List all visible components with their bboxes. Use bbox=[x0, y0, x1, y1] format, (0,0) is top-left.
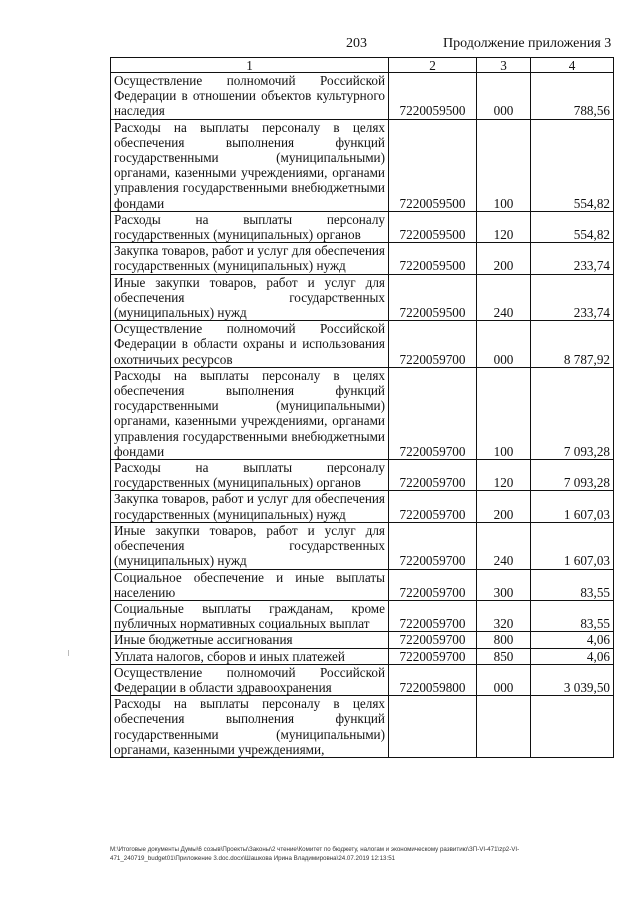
expense-name: Расходы на выплаты персоналу в целях обеспечения выполнения функций государственными (муниципальными) органами, казенными учреждениями, органами управления государственными внебюджетными фондами bbox=[111, 119, 389, 211]
amount: 7 093,28 bbox=[531, 367, 614, 459]
page-number: 203 bbox=[346, 36, 367, 51]
target-article-code: 7220059500 bbox=[389, 274, 477, 321]
expense-type-code: 300 bbox=[477, 569, 531, 600]
expense-type-code bbox=[477, 696, 531, 758]
amount: 1 607,03 bbox=[531, 491, 614, 522]
amount: 788,56 bbox=[531, 73, 614, 120]
expense-name: Расходы на выплаты персоналу государственных (муниципальных) органов bbox=[111, 460, 389, 491]
expense-type-code: 000 bbox=[477, 321, 531, 368]
table-row bbox=[111, 73, 614, 120]
column-header-1: 1 bbox=[111, 58, 389, 73]
amount: 554,82 bbox=[531, 119, 614, 211]
table-row bbox=[111, 367, 614, 459]
target-article-code: 7220059700 bbox=[389, 648, 477, 664]
target-article-code: 7220059700 bbox=[389, 569, 477, 600]
amount: 4,06 bbox=[531, 648, 614, 664]
expense-name: Осуществление полномочий Российской Федерации в отношении объектов культурного наследия bbox=[111, 73, 389, 120]
expense-name: Уплата налогов, сборов и иных платежей bbox=[111, 648, 389, 664]
table-row bbox=[111, 696, 614, 758]
expense-name: Расходы на выплаты персоналу в целях обеспечения выполнения функций государственными (муниципальными) органами, казенными учреждениями, bbox=[111, 696, 389, 758]
expense-type-code: 120 bbox=[477, 460, 531, 491]
amount: 554,82 bbox=[531, 211, 614, 242]
expense-name: Расходы на выплаты персоналу в целях обеспечения выполнения функций государственными (муниципальными) органами, казенными учреждениями, органами управления государственными внебюджетными фондами bbox=[111, 367, 389, 459]
expense-type-code: 100 bbox=[477, 367, 531, 459]
target-article-code: 7220059500 bbox=[389, 73, 477, 120]
target-article-code: 7220059700 bbox=[389, 460, 477, 491]
expense-type-code: 320 bbox=[477, 600, 531, 631]
expense-name: Иные закупки товаров, работ и услуг для обеспечения государственных (муниципальных) нужд bbox=[111, 522, 389, 569]
target-article-code: 7220059700 bbox=[389, 491, 477, 522]
expense-type-code: 000 bbox=[477, 73, 531, 120]
table-row bbox=[111, 491, 614, 522]
expense-name: Осуществление полномочий Российской Федерации в области охраны и использования охотничьих ресурсов bbox=[111, 321, 389, 368]
amount: 4,06 bbox=[531, 632, 614, 648]
table-row bbox=[111, 321, 614, 368]
amount bbox=[531, 696, 614, 758]
table-row bbox=[111, 664, 614, 695]
expense-type-code: 000 bbox=[477, 664, 531, 695]
expense-type-code: 850 bbox=[477, 648, 531, 664]
amount: 233,74 bbox=[531, 274, 614, 321]
table-row bbox=[111, 648, 614, 664]
expense-name: Закупка товаров, работ и услуг для обеспечения государственных (муниципальных) нужд bbox=[111, 243, 389, 274]
table-row bbox=[111, 460, 614, 491]
target-article-code: 7220059500 bbox=[389, 211, 477, 242]
column-header-4: 4 bbox=[531, 58, 614, 73]
expense-type-code: 800 bbox=[477, 632, 531, 648]
table-row bbox=[111, 119, 614, 211]
expense-name: Социальные выплаты гражданам, кроме публичных нормативных социальных выплат bbox=[111, 600, 389, 631]
table-row bbox=[111, 211, 614, 242]
table-row bbox=[111, 243, 614, 274]
target-article-code: 7220059700 bbox=[389, 367, 477, 459]
column-header-2: 2 bbox=[389, 58, 477, 73]
target-article-code: 7220059700 bbox=[389, 321, 477, 368]
expense-name: Закупка товаров, работ и услуг для обеспечения государственных (муниципальных) нужд bbox=[111, 491, 389, 522]
amount: 83,55 bbox=[531, 569, 614, 600]
expense-name: Расходы на выплаты персоналу государственных (муниципальных) органов bbox=[111, 211, 389, 242]
table-row bbox=[111, 632, 614, 648]
expense-name: Иные бюджетные ассигнования bbox=[111, 632, 389, 648]
expense-name: Социальное обеспечение и иные выплаты населению bbox=[111, 569, 389, 600]
target-article-code: 7220059500 bbox=[389, 119, 477, 211]
expense-type-code: 120 bbox=[477, 211, 531, 242]
table-row bbox=[111, 569, 614, 600]
target-article-code: 7220059700 bbox=[389, 632, 477, 648]
table-header-row bbox=[111, 58, 614, 73]
amount: 1 607,03 bbox=[531, 522, 614, 569]
amount: 3 039,50 bbox=[531, 664, 614, 695]
target-article-code: 7220059700 bbox=[389, 600, 477, 631]
scan-artifact-mark bbox=[68, 650, 69, 656]
document-file-path: M:\Итоговые документы Думы\6 созыв\Проекты\Законы\2 чтение\Комитет по бюджету, налогам и экономическому развитию\ЗП-VI-471\zp2-VI-471_240719_budget01\Приложение 3.doc.docx\Шашкова Ирина Владимировна\24.07.2019 12:13:51 bbox=[110, 846, 520, 862]
appendix-continuation-note: Продолжение приложения 3 bbox=[443, 36, 612, 51]
amount: 7 093,28 bbox=[531, 460, 614, 491]
amount: 83,55 bbox=[531, 600, 614, 631]
expense-type-code: 200 bbox=[477, 491, 531, 522]
target-article-code bbox=[389, 696, 477, 758]
expense-name: Осуществление полномочий Российской Федерации в области здравоохранения bbox=[111, 664, 389, 695]
expense-type-code: 240 bbox=[477, 274, 531, 321]
amount: 233,74 bbox=[531, 243, 614, 274]
amount: 8 787,92 bbox=[531, 321, 614, 368]
expense-type-code: 200 bbox=[477, 243, 531, 274]
table-row bbox=[111, 522, 614, 569]
target-article-code: 7220059800 bbox=[389, 664, 477, 695]
budget-table bbox=[110, 57, 614, 758]
column-header-3: 3 bbox=[477, 58, 531, 73]
expense-type-code: 100 bbox=[477, 119, 531, 211]
table-row bbox=[111, 274, 614, 321]
expense-type-code: 240 bbox=[477, 522, 531, 569]
target-article-code: 7220059700 bbox=[389, 522, 477, 569]
target-article-code: 7220059500 bbox=[389, 243, 477, 274]
table-row bbox=[111, 600, 614, 631]
expense-name: Иные закупки товаров, работ и услуг для обеспечения государственных (муниципальных) нужд bbox=[111, 274, 389, 321]
